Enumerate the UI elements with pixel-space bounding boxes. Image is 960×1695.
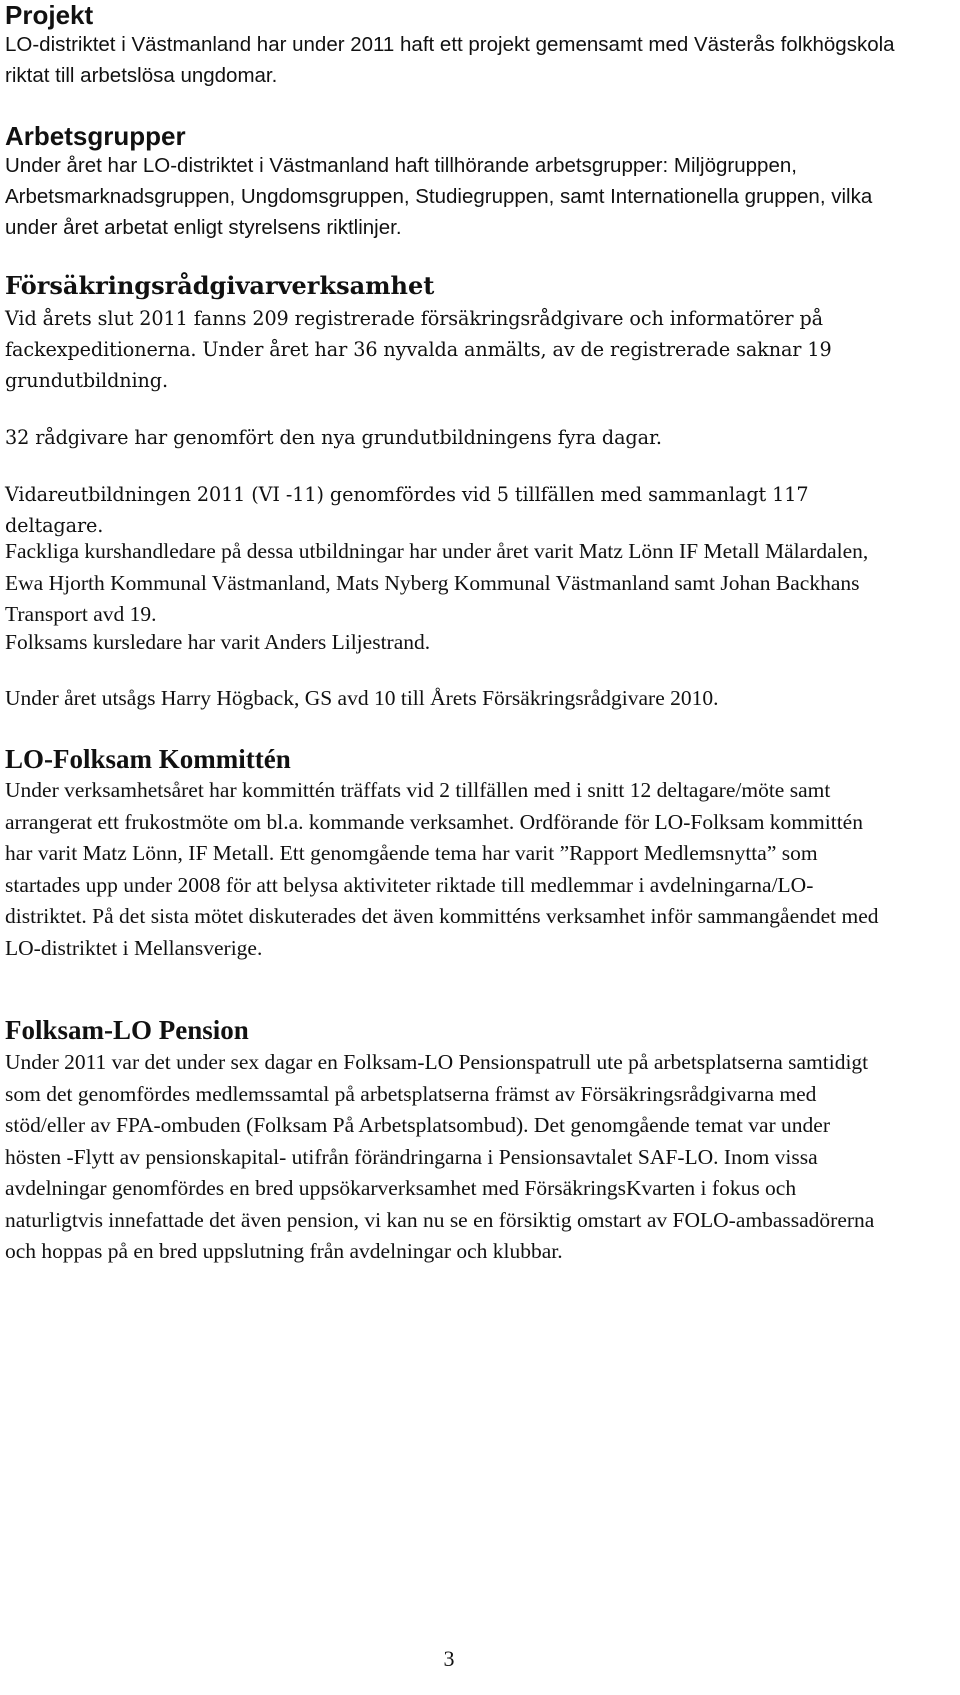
heading-folksam-lo-pension: Folksam-LO Pension xyxy=(5,1015,249,1045)
page-number: 3 xyxy=(443,1646,455,1671)
heading-forsakringsradgivarverksamhet: Försäkringsrådgivarverksamhet xyxy=(5,271,435,300)
paragraph-forsakring-4: Fackliga kurshandledare på dessa utbildningar har under året varit Matz Lönn IF Metall Mälardalen, Ewa Hjorth Kommunal Västmanland, Mats Nyberg Kommunal Västmanland samt Johan Backhans Transport avd 19. xyxy=(5,539,869,626)
paragraph-forsakring-3: Vidareutbildningen 2011 (VI -11) genomfördes vid 5 tillfällen med sammanlagt 117 deltagare. xyxy=(5,483,809,537)
paragraph-forsakring-6: Under året utsågs Harry Högback, GS avd 10 till Årets Försäkringsrådgivare 2010. xyxy=(5,686,719,710)
heading-projekt: Projekt xyxy=(5,0,94,30)
heading-lo-folksam-kommitten: LO-Folksam Kommittén xyxy=(5,744,291,774)
paragraph-projekt: LO-distriktet i Västmanland har under 2011 haft ett projekt gemensamt med Västerås folkhögskola riktat till arbetslösa ungdomar. xyxy=(5,33,895,87)
paragraph-forsakring-5: Folksams kursledare har varit Anders Liljestrand. xyxy=(5,630,431,654)
paragraph-forsakring-2: 32 rådgivare har genomfört den nya grundutbildningens fyra dagar. xyxy=(5,426,662,449)
paragraph-forsakring-1: Vid årets slut 2011 fanns 209 registrerade försäkringsrådgivare och informatörer på fackexpeditionerna. Under året har 36 nyvalda anmälts, av de registrerade saknar 19 grundutbildning. xyxy=(5,307,832,392)
heading-arbetsgrupper: Arbetsgrupper xyxy=(5,121,186,151)
paragraph-lo-folksam: Under verksamhetsåret har kommittén träffats vid 2 tillfällen med i snitt 12 deltagare/möte samt arrangerat ett frukostmöte om bl.a. kommande verksamhet. Ordförande för LO-Folksam kommittén har varit Matz Lönn, IF Metall. Ett genomgående tema har varit ”Rapport Medlemsnytta” som startades upp under 2008 för att belysa aktiviteter riktade till medlemmar i avdelningarna/LO-distriktet. På det sista mötet diskuterades det även kommitténs verksamhet inför sammangåendet med LO-distriktet i Mellansverige. xyxy=(5,778,879,960)
paragraph-pension: Under 2011 var det under sex dagar en Folksam-LO Pensionspatrull ute på arbetsplatserna samtidigt som det genomfördes medlemssamtal på arbetsplatserna främst av Försäkringsrådgivarna med stöd/eller av FPA-ombuden (Folksam På Arbetsplatsombud). Det genomgående temat var under hösten -Flytt av pensionskapital- utifrån förändringarna i Pensionsavtalet SAF-LO. Inom vissa avdelningar genomfördes en bred uppsökarverksamhet med FörsäkringsKvarten i fokus och naturligtvis innefattade det även pension, vi kan nu se en försiktig omstart av FOLO-ambassadörerna och hoppas på en bred uppslutning från avdelningar och klubbar. xyxy=(5,1050,875,1263)
paragraph-arbetsgrupper: Under året har LO-distriktet i Västmanland haft tillhörande arbetsgrupper: Miljögruppen, Arbetsmarknadsgruppen, Ungdomsgruppen, Studiegruppen, samt Internationella gruppen, vilka under året arbetat enligt styrelsens riktlinjer. xyxy=(5,154,873,239)
